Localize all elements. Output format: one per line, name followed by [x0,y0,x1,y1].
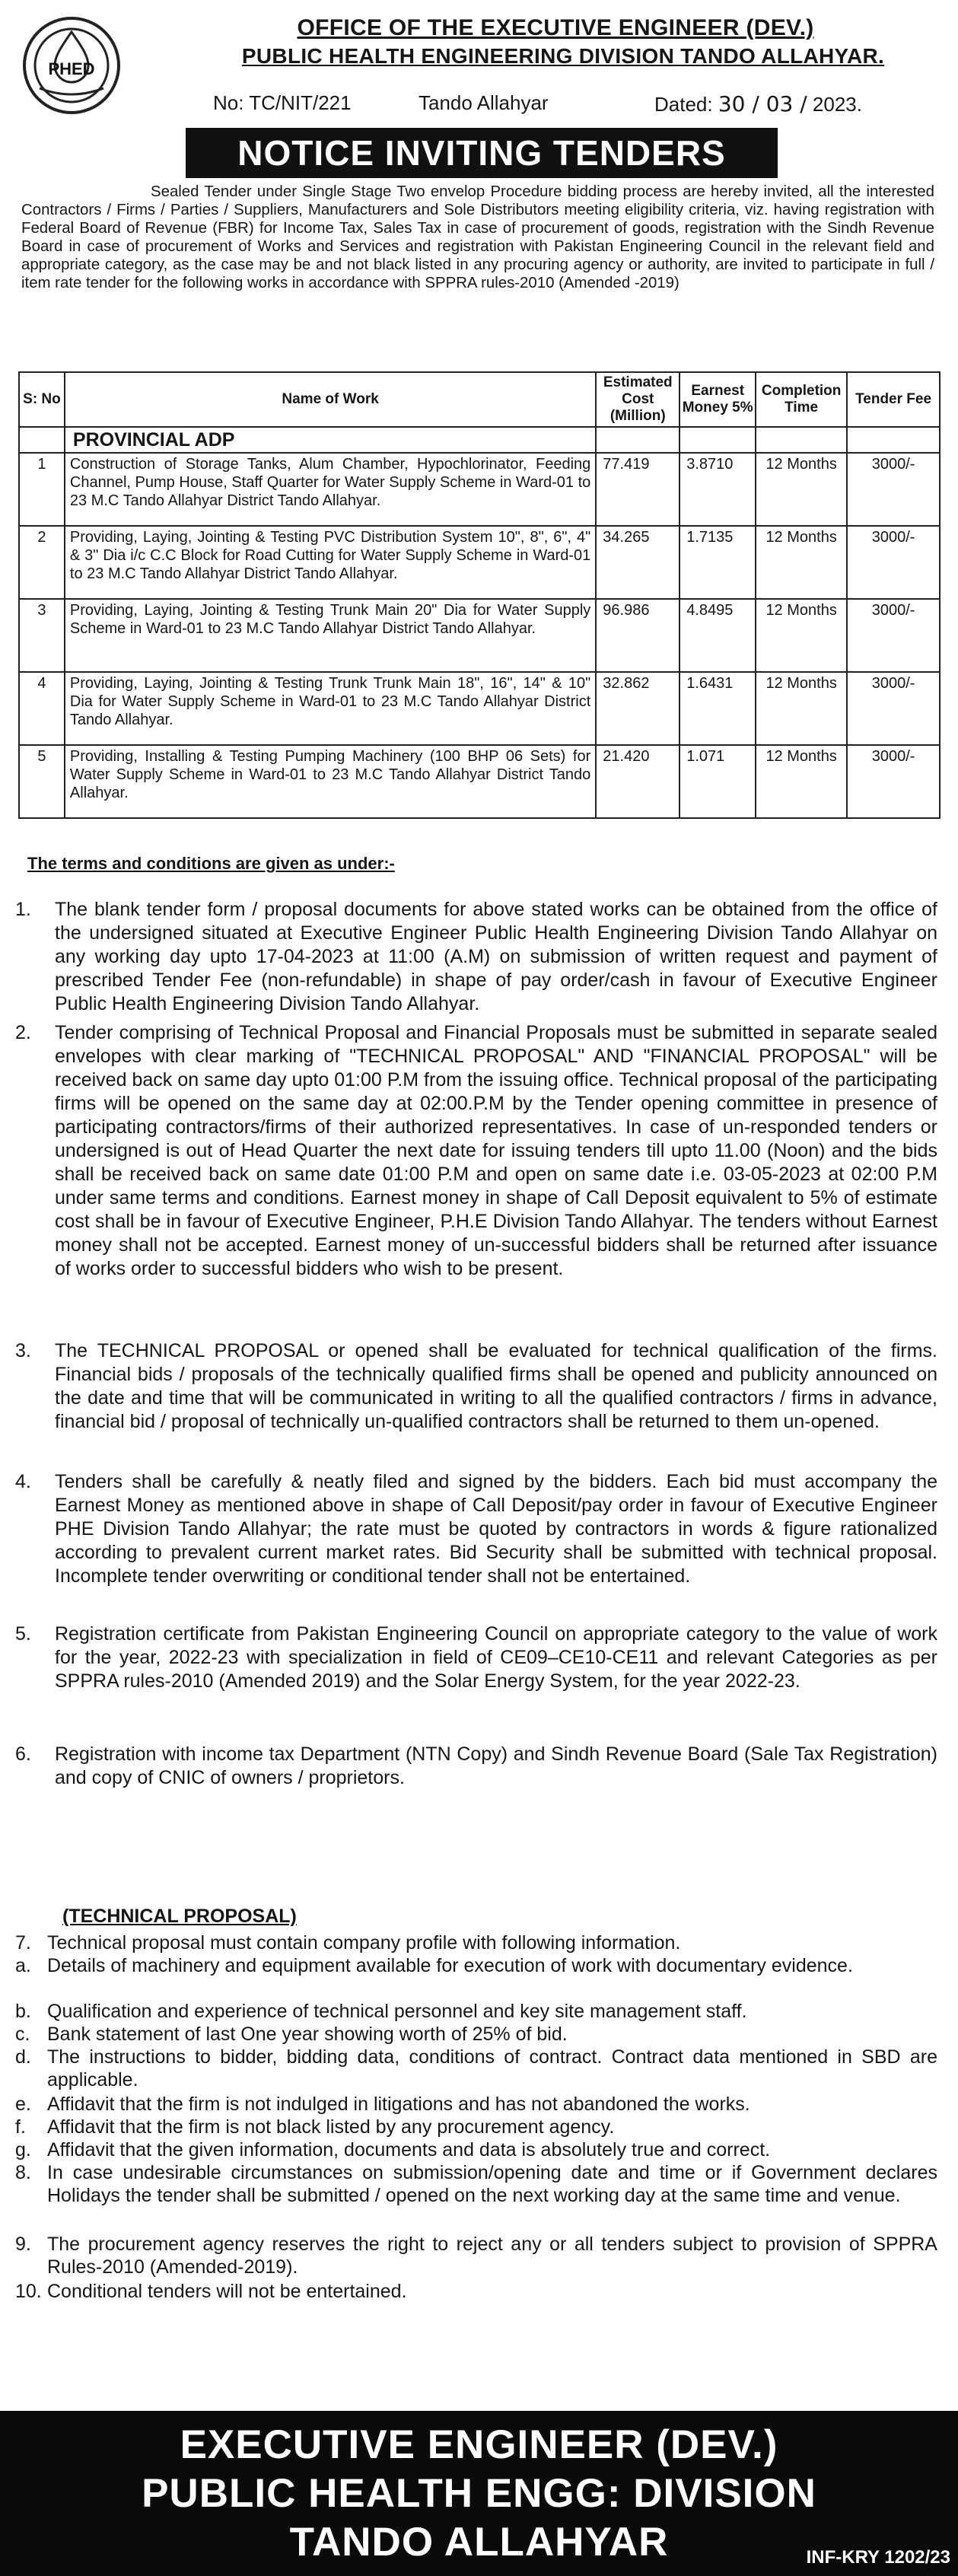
intro-paragraph: Sealed Tender under Single Stage Two envelop Procedure bidding process are hereby invited, all the interested Contractors / Firms / Parties / Suppliers, Manufacturers and Sole Distributors meeting eligibility criteria, viz. having registration with Federal Board of Revenue (FBR) for Income Tax, Sales Tax in case of procurement of goods, registration with the Sindh Revenue Board in case of procurement of Works and Services and registration with Pakistan Engineering Council in the relevant field and appropriate category, as the case may be and not black listed in any procuring agency or authority, are invited to participate in full / item rate tender for the following works in accordance with SPPRA rules-2010 (Amended -2019) [21,183,934,291]
technical-proposal-title: (TECHNICAL PROPOSAL) [62,1906,297,1927]
reference-number: No: TC/NIT/221 [213,91,352,114]
office-title: OFFICE OF THE EXECUTIVE ENGINEER (DEV.) [297,15,814,40]
footer-line-3: TANDO ALLAHYAR [289,2520,669,2565]
header-name: Name of Work [65,372,596,427]
section-label: PROVINCIAL ADP [65,427,596,453]
publication-code: INF-KRY 1202/23 [806,2547,950,2568]
reference-line [213,91,936,122]
reference-date: Dated: 30 / 03 / 2023. [654,91,862,116]
footer-line-2: PUBLIC HEALTH ENGG: DIVISION [142,2471,816,2516]
logo-text: PHED [48,59,95,78]
header-sno: S: No [19,372,65,427]
works-table [18,371,940,819]
terms-title: The terms and conditions are given as under:- [27,854,395,873]
header-money: Earnest Money 5% [680,372,756,427]
section-row [19,427,940,453]
footer [0,2411,958,2576]
table-row: 1 Construction of Storage Tanks, Alum Chamber, Hypochlorinator, Feeding Channel, Pump House, Staff Quarter for Water Supply Scheme in Ward-01 to 23 M.C Tando Allahyar District Tando Allahyar. 77.419 3.8710 12 Months 3000/- [19,453,940,526]
notice-banner: NOTICE INVITING TENDERS [186,128,778,178]
header-time: Completion Time [756,372,847,427]
header-cost: Estimated Cost (Million) [596,372,680,427]
division-title: PUBLIC HEALTH ENGINEERING DIVISION TANDO ALLAHYAR. [241,44,885,68]
phed-logo-icon [21,15,122,116]
footer-line-1: EXECUTIVE ENGINEER (DEV.) [180,2422,778,2467]
reference-place: Tando Allahyar [419,91,549,114]
table-row: 2 Providing, Laying, Jointing & Testing PVC Distribution System 10", 8", 6", 4" & 3" Dia i/c C.C Block for Road Cutting for Water Supply Scheme in Ward-01 to 23 M.C Tando Allahyar District Tando Allahyar. 34.265 1.7135 12 Months 3000/- [19,526,940,599]
table-header-row [19,372,940,427]
header-fee: Tender Fee [847,372,940,427]
table-row: 5 Providing, Installing & Testing Pumping Machinery (100 BHP 06 Sets) for Water Supply Scheme in Ward-01 to 23 M.C Tando Allahyar District Tando Allahyar. 21.420 1.071 12 Months 3000/- [19,745,940,818]
table-row: 3 Providing, Laying, Jointing & Testing Trunk Main 20" Dia for Water Supply Scheme in Ward-01 to 23 M.C Tando Allahyar District Tando Allahyar. 96.986 4.8495 12 Months 3000/- [19,599,940,672]
table-row: 4 Providing, Laying, Jointing & Testing Trunk Trunk Main 18", 16", 14" & 10" Dia for Water Supply Scheme in Ward-01 to 23 M.C Tando Allahyar District Tando Allahyar. 32.862 1.6431 12 Months 3000/- [19,672,940,745]
